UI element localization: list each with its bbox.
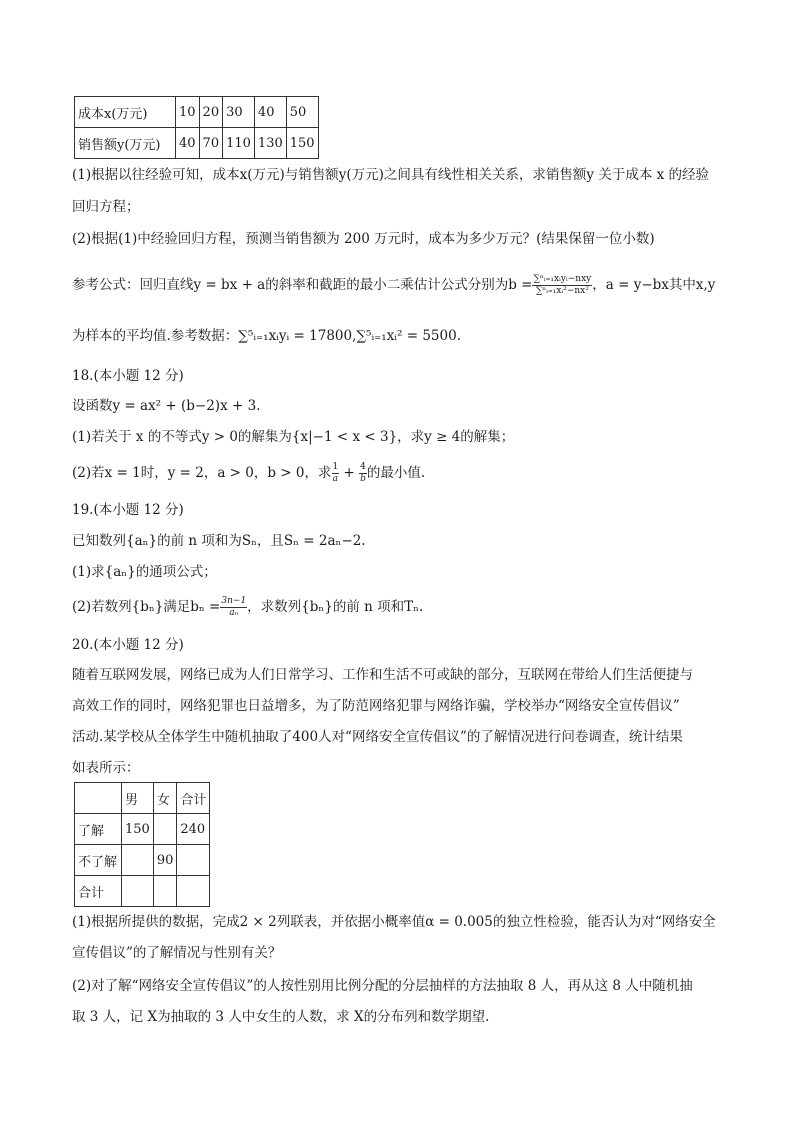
table-cell xyxy=(177,876,210,907)
q19-title: 19.(本小题 12 分) xyxy=(72,502,184,518)
q20-title: 20.(本小题 12 分) xyxy=(72,637,184,653)
q20-text-line1: 随着互联网发展，网络已成为人们日常学习、工作和生活不可或缺的部分，互联网在带给人们生活便捷与 xyxy=(72,667,693,683)
table-cell: 50 xyxy=(286,97,318,128)
plus-sign: + xyxy=(339,465,360,481)
table-cell: 合计 xyxy=(177,783,210,814)
q18-part2-text-a: (2)若x = 1时，y = 2，a > 0，b > 0，求 xyxy=(72,465,332,481)
q17-part1-line2: 回归方程； xyxy=(72,199,140,215)
table-cell: 130 xyxy=(254,128,286,159)
ref-text-a: 参考公式：回归直线 xyxy=(72,277,194,293)
q17-part1-line1: (1)根据以往经验可知，成本x(万元)与销售额y(万元)之间具有线性相关关系，求销售额y 关于成本 x 的经验 xyxy=(72,167,710,183)
table-cell: 40 xyxy=(254,97,286,128)
table-cell: 销售额y(万元) xyxy=(75,128,176,159)
q20-part1-line1: (1)根据所提供的数据，完成2 × 2列联表，并依据小概率值α = 0.005的独立性检验，能否认为对“网络安全 xyxy=(72,914,716,930)
q20-part1-line2: 宣传倡议”的了解情况与性别有关？ xyxy=(72,945,282,961)
ref-b-denominator: ∑ⁿᵢ₌₁xᵢ²−nx² xyxy=(535,286,589,296)
table-row xyxy=(75,783,210,814)
table-cell: 了解 xyxy=(75,814,122,845)
q18-part1: (1)若关于 x 的不等式y > 0的解集为{x|−1 < x < 3}，求y ≥ 4的解集； xyxy=(72,429,515,445)
q18-part2 xyxy=(72,462,425,485)
fraction-4-over-b xyxy=(359,462,367,485)
table-cell: 90 xyxy=(153,845,177,876)
q19-part2-text-b: ，求数列{bₙ}的前 n 项和Tₙ. xyxy=(247,599,424,615)
ref-text-c: 的斜率和截距的最小二乘估计公式分别为 xyxy=(265,277,509,293)
fraction-denominator: b xyxy=(360,474,366,484)
table-cell: 40 xyxy=(176,128,200,159)
table-row xyxy=(75,845,210,876)
table-cell: 男 xyxy=(122,783,154,814)
q17-reference-data: 为样本的平均值.参考数据：∑⁵ᵢ₌₁xᵢyᵢ = 17800,∑⁵ᵢ₌₁xᵢ² = 5500. xyxy=(72,328,461,344)
q20-text-line2: 高效工作的同时，网络犯罪也日益增多，为了防范网络犯罪与网络诈骗，学校举办“网络安全宣传倡议” xyxy=(72,698,680,714)
table-cell: 150 xyxy=(286,128,318,159)
table-row xyxy=(75,97,319,128)
table-cell: 30 xyxy=(223,97,255,128)
table-cell xyxy=(177,845,210,876)
q19-stem: 已知数列{aₙ}的前 n 项和为Sₙ，且Sₙ = 2aₙ−2. xyxy=(72,533,366,549)
fraction-denominator: a xyxy=(332,474,339,484)
q20-part2-line1: (2)对了解“网络安全宣传倡议”的人按性别用比例分配的分层抽样的方法抽取 8 人，再从这 8 人中随机抽 xyxy=(72,978,693,994)
ref-b-fraction xyxy=(532,274,592,297)
table-cell: 成本x(万元) xyxy=(75,97,176,128)
table-cell: 合计 xyxy=(75,876,122,907)
table-cell: 240 xyxy=(177,814,210,845)
q20-text-line3: 活动.某学校从全体学生中随机抽取了400人对“网络安全宣传倡议”的了解情况进行问卷调查，统计结果 xyxy=(72,729,683,745)
q18-stem: 设函数y = ax² + (b−2)x + 3. xyxy=(72,398,261,414)
ref-b-label: b = xyxy=(508,277,533,293)
table-cell: 70 xyxy=(199,128,223,159)
table-cell: 110 xyxy=(223,128,255,159)
table-row xyxy=(75,128,319,159)
table-cell xyxy=(153,876,177,907)
table-row xyxy=(75,814,210,845)
table-cell: 10 xyxy=(176,97,200,128)
q20-part2-line2: 取 3 人，记 X为抽取的 3 人中女生的人数，求 X的分布列和数学期望. xyxy=(72,1009,490,1025)
fraction-numerator: 3n−1 xyxy=(221,596,247,606)
q19-part2 xyxy=(72,596,423,619)
table-cell xyxy=(153,814,177,845)
table-cell xyxy=(75,783,122,814)
q18-title: 18.(本小题 12 分) xyxy=(72,368,184,384)
q20-text-line4: 如表所示： xyxy=(72,760,140,776)
table-cell: 150 xyxy=(122,814,154,845)
cost-sales-table xyxy=(74,96,319,159)
q18-part2-text-b: 的最小值. xyxy=(366,465,426,481)
q17-reference-formula xyxy=(72,274,715,297)
q17-part2: (2)根据(1)中经验回归方程，预测当销售额为 200 万元时，成本为多少万元？(结果保留一位小数) xyxy=(72,231,655,247)
table-cell xyxy=(122,845,154,876)
fraction-numerator: 1 xyxy=(332,462,339,472)
q19-part2-text-a: (2)若数列{bₙ}满足bₙ = xyxy=(72,599,221,615)
ref-regression-line: y = bx + a xyxy=(193,277,266,293)
fraction-denominator: aₙ xyxy=(229,608,239,618)
fraction-numerator: 4 xyxy=(360,462,366,472)
ref-text-e: ，a = y−bx其中x,y xyxy=(592,277,716,293)
q19-part1: (1)求{aₙ}的通项公式； xyxy=(72,564,217,580)
table-cell: 20 xyxy=(199,97,223,128)
table-cell: 不了解 xyxy=(75,845,122,876)
contingency-table xyxy=(74,782,210,907)
bn-fraction xyxy=(220,596,247,619)
table-row xyxy=(75,876,210,907)
table-cell xyxy=(122,876,154,907)
table-cell: 女 xyxy=(153,783,177,814)
ref-b-numerator: ∑ⁿᵢ₌₁xᵢyᵢ−nxy xyxy=(533,274,592,284)
